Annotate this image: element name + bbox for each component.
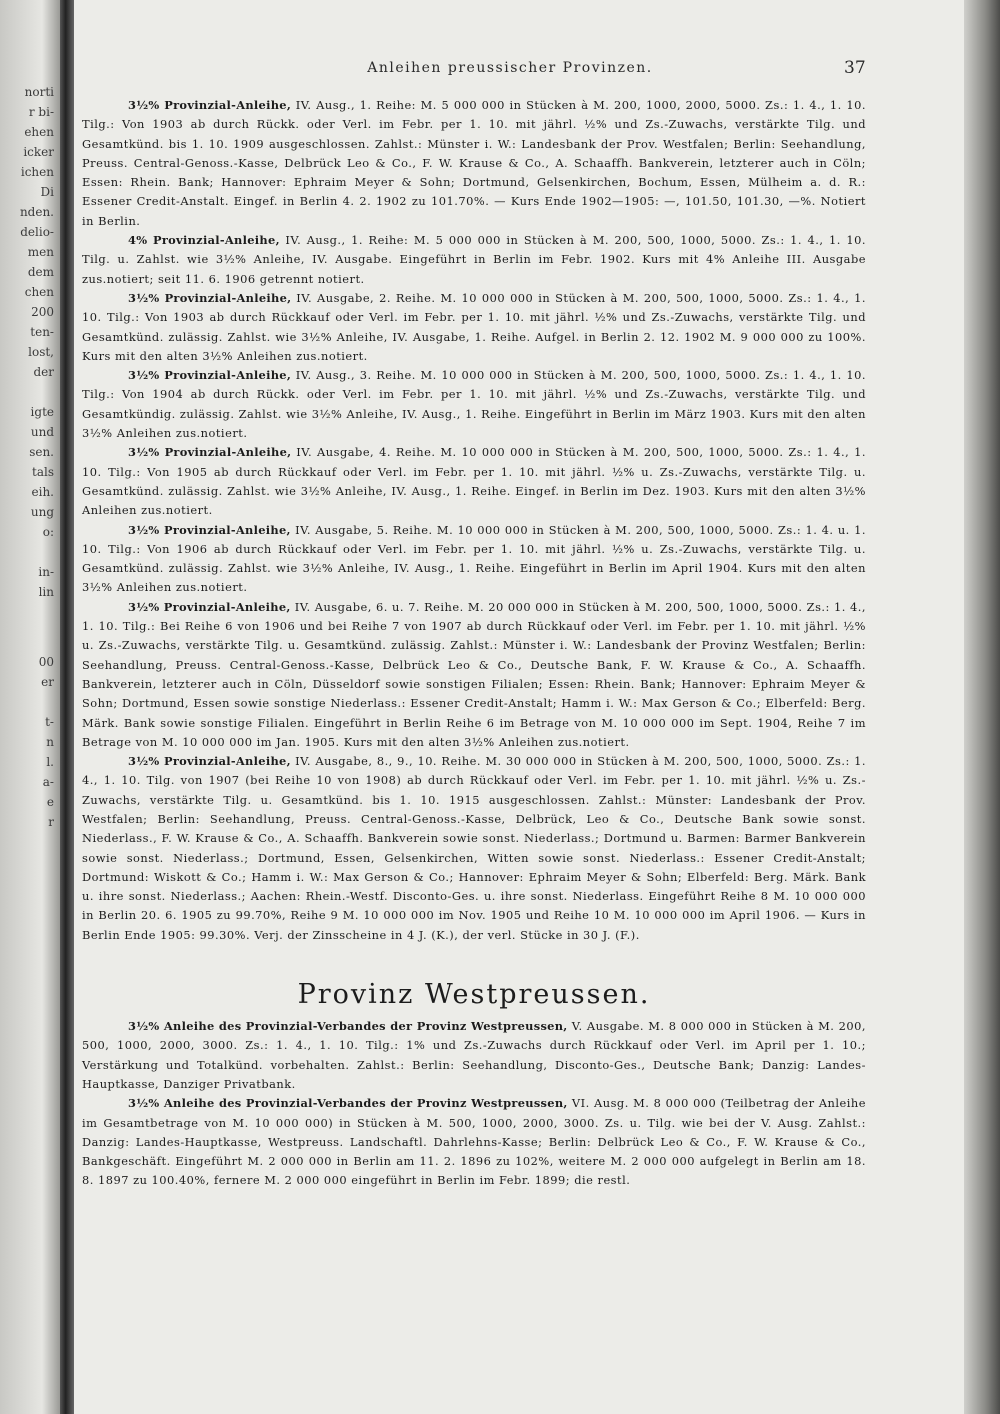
entry-text: V. Ausgabe. M. 8 000 000 in Stücken à M. 200, 500, 1000, 2000, 3000. Zs.: 1. 4., 1. 10. Tilg.: 1% und Zs.-Zuwachs durch Rückkauf oder Verl. im April per 1. 10.; Verstärkung und Totalkünd. vorbehalten. Zahlst.: Berlin: Seehandlung, Disconto-Ges., Deutsche Bank; Danzig: Landes-Hauptkasse, Danziger Privatbank. (82, 1019, 867, 1091)
prev-page-fragment: dem (27, 265, 54, 279)
running-head: Anleihen preussischer Provinzen. (367, 60, 653, 76)
loan-entry (82, 289, 866, 366)
prev-page-fragment: n (46, 735, 54, 749)
entry-text: IV. Ausg., 1. Reihe: M. 5 000 000 in Stücken à M. 200, 1000, 2000, 5000. Zs.: 1. 4., 1. 10. Tilg.: Von 1903 ab durch Rückk. oder Verl. im Febr. per 1. 10. mit jährl. ½% und Zs.-Zuwachs, verstärkte Tilg. und Gesamtkünd. bis 1. 10. 1909 ausgeschlossen. Zahlst.: Münster i. W.: Landesbank der Prov. Westfalen; Berlin: Seehandlung, Preuss. Central-Genoss.-Kasse, Delbrück Leo & Co., F. W. Krause & Co., A. Schaaffh. Bankverein, letzterer auch in Cöln; Essen: Rhein. Bank; Hannover: Ephraim Meyer & Sohn; Dortmund, Gelsenkirchen, Bochum, Essen, Mülheim a. d. R.: Essener Credit-Anstalt. Eingef. in Berlin 4. 2. 1902 zu 101.70%. — Kurs Ende 1902—1905: —, 101.50, 101.30, —%. Notiert in Berlin. (82, 98, 866, 228)
loan-entry (82, 598, 866, 752)
prev-page-fragment: ichen (20, 165, 54, 179)
entry-text: IV. Ausg., 3. Reihe. M. 10 000 000 in Stücken à M. 200, 500, 1000, 5000. Zs.: 1. 4., 1. 10. Tilg.: Von 1904 ab durch Rückk. oder Verl. im Febr. per 1. 10. mit jährl. ½% und Zs.-Zuwachs, verstärkte Tilg. und Gesamtkündig. zulässig. Zahlst. wie 3½% Anleihe, IV. Ausg., 1. Reihe. Eingeführt in Berlin im März 1903. Kurs mit den alten 3½% Anleihen zus.notiert. (82, 368, 867, 441)
prev-page-fragment: men (27, 245, 54, 259)
prev-page-fragment: norti (24, 85, 54, 99)
prev-page-fragment: tals (32, 465, 54, 479)
prev-page-fragment: er (41, 675, 54, 689)
entry-title: 3½% Anleihe des Provinzial-Verbandes der Provinz Westpreussen, (128, 1019, 568, 1034)
entry-text: IV. Ausg., 1. Reihe: M. 5 000 000 in Stücken à M. 200, 500, 1000, 5000. Zs.: 1. 4., 1. 10. Tilg. u. Zahlst. wie 3½% Anleihe, IV. Ausgabe. Eingeführt in Berlin im Febr. 1902. Kurs mit 4% Anleihe III. Ausgabe zus.notiert; seit 11. 6. 1906 getrennt notiert. (82, 233, 866, 286)
prev-page-fragment: icker (23, 145, 54, 159)
entry-text: IV. Ausgabe, 2. Reihe. M. 10 000 000 in Stücken à M. 200, 500, 1000, 5000. Zs.: 1. 4., 1. 10. Tilg.: Von 1903 ab durch Rückkauf oder Verl. im Febr. per 1. 10. mit jährl. ½% und Zs.-Zuwachs, verstärkte Tilg. und Gesamtkünd. zulässig. Zahlst. wie 3½% Anleihe, IV. Ausgabe, 1. Reihe. Aufgel. in Berlin 2. 12. 1902 M. 9 000 000 zu 100%. Kurs mit den alten 3½% Anleihen zus.notiert. (82, 290, 866, 363)
page-right-edge (964, 0, 1000, 1414)
prev-page-fragment: o: (42, 525, 54, 539)
entry-title: 4% Provinzial-Anleihe, (128, 233, 280, 248)
loan-entry (82, 231, 866, 289)
loan-entry (82, 1094, 866, 1190)
prev-page-fragment: in- (38, 565, 54, 579)
book-page (74, 0, 964, 1414)
prev-page-fragment: a- (42, 775, 54, 789)
prev-page-fragment: t- (45, 715, 54, 729)
prev-page-fragment: r bi- (28, 105, 54, 119)
entry-title: 3½% Provinzial-Anleihe, (128, 368, 292, 383)
prev-page-fragment: nden. (19, 205, 54, 219)
entry-text: IV. Ausgabe, 8., 9., 10. Reihe. M. 30 000 000 in Stücken à M. 200, 500, 1000, 5000. Zs.: 1. 4., 1. 10. Tilg. von 1907 (bei Reihe 10 von 1908) ab durch Rückkauf oder Verl. im Febr. per 1. 10. mit jährl. ½% u. Zs.-Zuwachs, verstärkte Tilg. u. Gesamtkünd. bis 1. 10. 1915 ausgeschlossen. Zahlst.: Münster: Landesbank der Prov. Westfalen; Berlin: Seehandlung, Preuss. Central-Genoss.-Kasse, Delbrück, Leo & Co., Deutsche Bank sowie sonst. Niederlass., F. W. Krause & Co., A. Schaaffh. Bankverein sowie sonst. Niederlass.; Dortmund u. Barmen: Barmer Bankverein sowie sonst. Niederlass.; Dortmund, Essen, Gelsenkirchen, Witten sowie sonst. Niederlass.: Essener Credit-Anstalt; Dortmund: Wiskott & Co.; Hamm i. W.: Max Gerson & Co.; Hannover: Ephraim Meyer & Sohn; Elberfeld: Berg. Märk. Bank u. ihre sonst. Niederlass.; Aachen: Rhein.-Westf. Disconto-Ges. u. ihre sonst. Niederlass. Eingeführt Reihe 8 M. 10 000 000 in Berlin 20. 6. 1905 zu 99.70%, Reihe 9 M. 10 000 000 im Nov. 1905 und Reihe 10 M. 10 000 000 im April 1906. — Kurs in Berlin Ende 1905: 99.30%. Verj. der Zinsscheine in 4 J. (K.), der verl. Stücke in 30 J. (F.). (82, 754, 866, 942)
prev-page-fragment: sen. (29, 445, 54, 459)
prev-page-fragment: l. (46, 755, 54, 769)
prev-page-fragment: r (48, 815, 54, 829)
entry-text: IV. Ausgabe, 4. Reihe. M. 10 000 000 in Stücken à M. 200, 500, 1000, 5000. Zs.: 1. 4., 1. 10. Tilg.: Von 1905 ab durch Rückkauf oder Verl. im Febr. per 1. 10. mit jährl. ½% u. Zs.-Zuwachs, verstärkte Tilg. u. Gesamtkünd. zulässig. Zahlst. wie 3½% Anleihe, IV. Ausg., 1. Reihe. Eingef. in Berlin im Dez. 1903. Kurs mit den alten 3½% Anleihen zus.notiert. (82, 445, 866, 518)
prev-page-fragment: lost, (28, 345, 54, 359)
page-content (82, 96, 866, 1191)
book-gutter (60, 0, 74, 1414)
entry-title: 3½% Provinzial-Anleihe, (128, 290, 292, 305)
loan-entry (82, 366, 866, 443)
entry-title: 3½% Anleihe des Provinzial-Verbandes der Provinz Westpreussen, (128, 1096, 568, 1111)
prev-page-fragment: eih. (31, 485, 54, 499)
entry-title: 3½% Provinzial-Anleihe, (128, 754, 291, 769)
entry-title: 3½% Provinzial-Anleihe, (128, 599, 291, 614)
entry-title: 3½% Provinzial-Anleihe, (128, 445, 292, 460)
entry-text: VI. Ausg. M. 8 000 000 (Teilbetrag der Anleihe im Gesamtbetrage von M. 10 000 000) in Stücken à M. 500, 1000, 2000, 3000. Zs. u. Tilg. wie bei der V. Ausg. Zahlst.: Danzig: Landes-Hauptkasse, Westpreuss. Landschaftl. Dahrlehns-Kasse; Berlin: Delbrück Leo & Co., F. W. Krause & Co., Bankgeschäft. Eingeführt M. 2 000 000 in Berlin am 11. 2. 1896 zu 102%, weitere M. 2 000 000 aufgelegt in Berlin am 18. 8. 1897 zu 100.40%, fernere M. 2 000 000 eingeführt in Berlin im Febr. 1899; die restl. (82, 1096, 866, 1188)
entry-title: 3½% Provinzial-Anleihe, (128, 522, 291, 537)
prev-page-fragment: ten- (30, 325, 54, 339)
prev-page-fragment: lin (38, 585, 54, 599)
prev-page-fragment: der (33, 365, 54, 379)
entry-title: 3½% Provinzial-Anleihe, (128, 98, 292, 112)
section-title: Provinz Westpreussen. (297, 979, 651, 1011)
prev-page-fragment: e (46, 795, 54, 809)
loan-entry (82, 1017, 866, 1094)
loan-entry (82, 96, 866, 231)
page-number: 37 (844, 58, 866, 78)
loan-entry (82, 443, 866, 520)
prev-page-fragment: und (30, 425, 54, 439)
prev-page-fragment: delio- (20, 225, 54, 239)
entry-text: IV. Ausgabe, 5. Reihe. M. 10 000 000 in Stücken à M. 200, 500, 1000, 5000. Zs.: 1. 4. u. 1. 10. Tilg.: Von 1906 ab durch Rückkauf oder Verl. im Febr. per 1. 10. mit jährl. ½% u. Zs.-Zuwachs, verstärkte Tilg. u. Gesamtkünd. zulässig. Zahlst. wie 3½% Anleihe, IV. Ausg., 1. Reihe. Eingeführt in Berlin im April 1904. Kurs mit den alten 3½% Anleihen zus.notiert. (82, 522, 866, 595)
entry-text: IV. Ausgabe, 6. u. 7. Reihe. M. 20 000 000 in Stücken à M. 200, 500, 1000, 5000. Zs.: 1. 4., 1. 10. Tilg.: Bei Reihe 6 von 1906 und bei Reihe 7 von 1907 ab durch Rückkauf oder Verl. im Febr. per 1. 10. mit jährl. ½% u. Zs.-Zuwachs, verstärkte Tilg. u. Gesamtkünd. zulässig. Zahlst.: Münster i. W.: Landesbank der Provinz Westfalen; Berlin: Seehandlung, Preuss. Central-Genoss.-Kasse, Delbrück Leo & Co., Deutsche Bank, F. W. Krause & Co., A. Schaaffh. Bankverein, letzterer auch in Cöln, Düsseldorf sowie sonstigen Filialen; Essen: Rhein. Bank; Hannover: Ephraim Meyer & Sohn; Dortmund, Essen sowie sonstige Niederlass.: Essener Credit-Anstalt; Hamm i. W.: Max Gerson & Co.; Elberfeld: Berg. Märk. Bank sowie sonstige Filialen. Eingeführt in Berlin Reihe 6 im Betrage von M. 10 000 000 im Sept. 1904, Reihe 7 im Betrage von M. 10 000 000 im Jan. 1905. Kurs mit den alten 3½% Anleihen zus.notiert. (82, 599, 866, 749)
loan-entry (82, 752, 866, 945)
prev-page-fragment: Di (40, 185, 54, 199)
prev-page-fragment: ung (30, 505, 54, 519)
prev-page-fragment: igte (30, 405, 54, 419)
loan-entry (82, 521, 866, 598)
prev-page-fragment: 00 (38, 655, 54, 669)
previous-page-edge (0, 0, 60, 1414)
prev-page-fragment: ehen (24, 125, 54, 139)
prev-page-fragment: chen (24, 285, 54, 299)
prev-page-fragment: 200 (31, 305, 54, 319)
